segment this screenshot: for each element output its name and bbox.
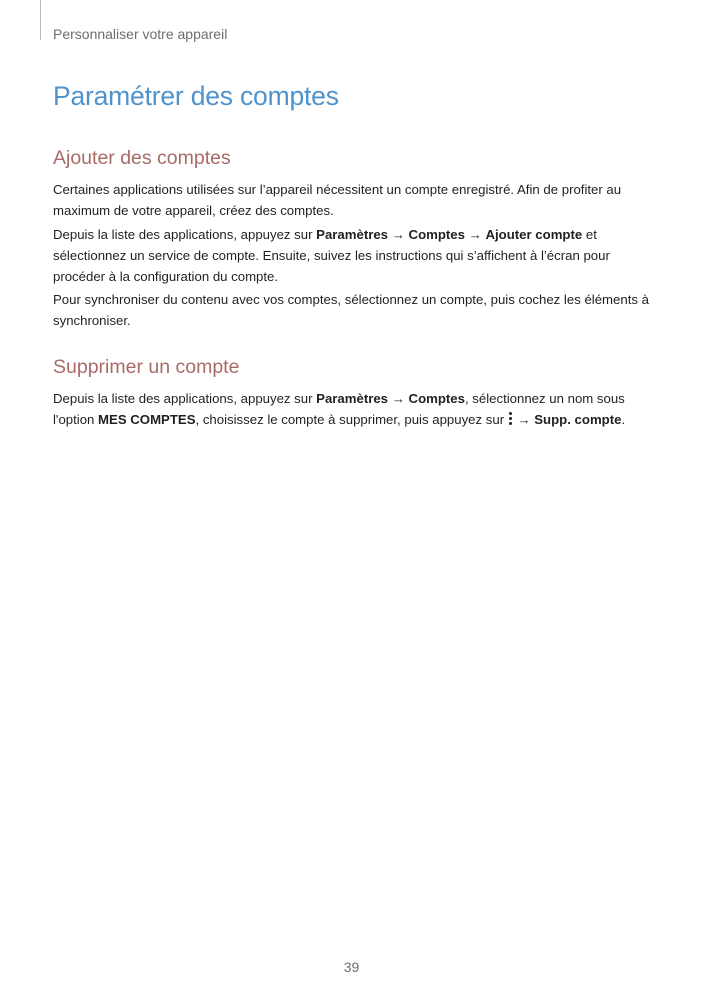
menu-path-parametres: Paramètres — [316, 227, 389, 242]
remove-account-heading: Supprimer un compte — [53, 356, 240, 378]
menu-path-ajouter-compte: Ajouter compte — [485, 227, 583, 242]
add-accounts-heading: Ajouter des comptes — [53, 147, 231, 169]
page-number: 39 — [343, 959, 360, 975]
menu-path-comptes: Comptes — [408, 227, 465, 242]
option-mes-comptes: MES COMPTES — [98, 412, 196, 427]
sync-instructions: Pour synchroniser du contenu avec vos comptes, sélectionnez un compte, puis cochez les éléments à synchroniser. — [53, 292, 649, 328]
add-accounts-intro: Certaines applications utilisées sur l’appareil nécessitent un compte enregistré. Afin de profiter au maximum de votre appareil, créez des comptes. — [53, 182, 622, 218]
remove-account-steps: Depuis la liste des applications, appuyez sur Paramètres → Comptes, sélectionnez un nom sous l'option MES COMPTES, choisissez le compte à supprimer, puis appuyez sur → Supp. compte. — [53, 391, 626, 427]
menu-path-supp-compte: Supp. compte — [534, 412, 622, 427]
menu-path-comptes: Comptes — [408, 391, 465, 406]
menu-path-parametres: Paramètres — [316, 391, 389, 406]
section-header: Personnaliser votre appareil — [53, 26, 228, 42]
header-divider — [40, 0, 41, 40]
page-title: Paramétrer des comptes — [53, 81, 339, 111]
add-accounts-steps: Depuis la liste des applications, appuyez sur Paramètres → Comptes → Ajouter compte et sélectionnez un service de compte. Ensuite, suivez les instructions qui s’affichent à l’écran pour procéder à la configuration du compte. — [53, 227, 610, 284]
more-options-icon — [509, 411, 513, 426]
